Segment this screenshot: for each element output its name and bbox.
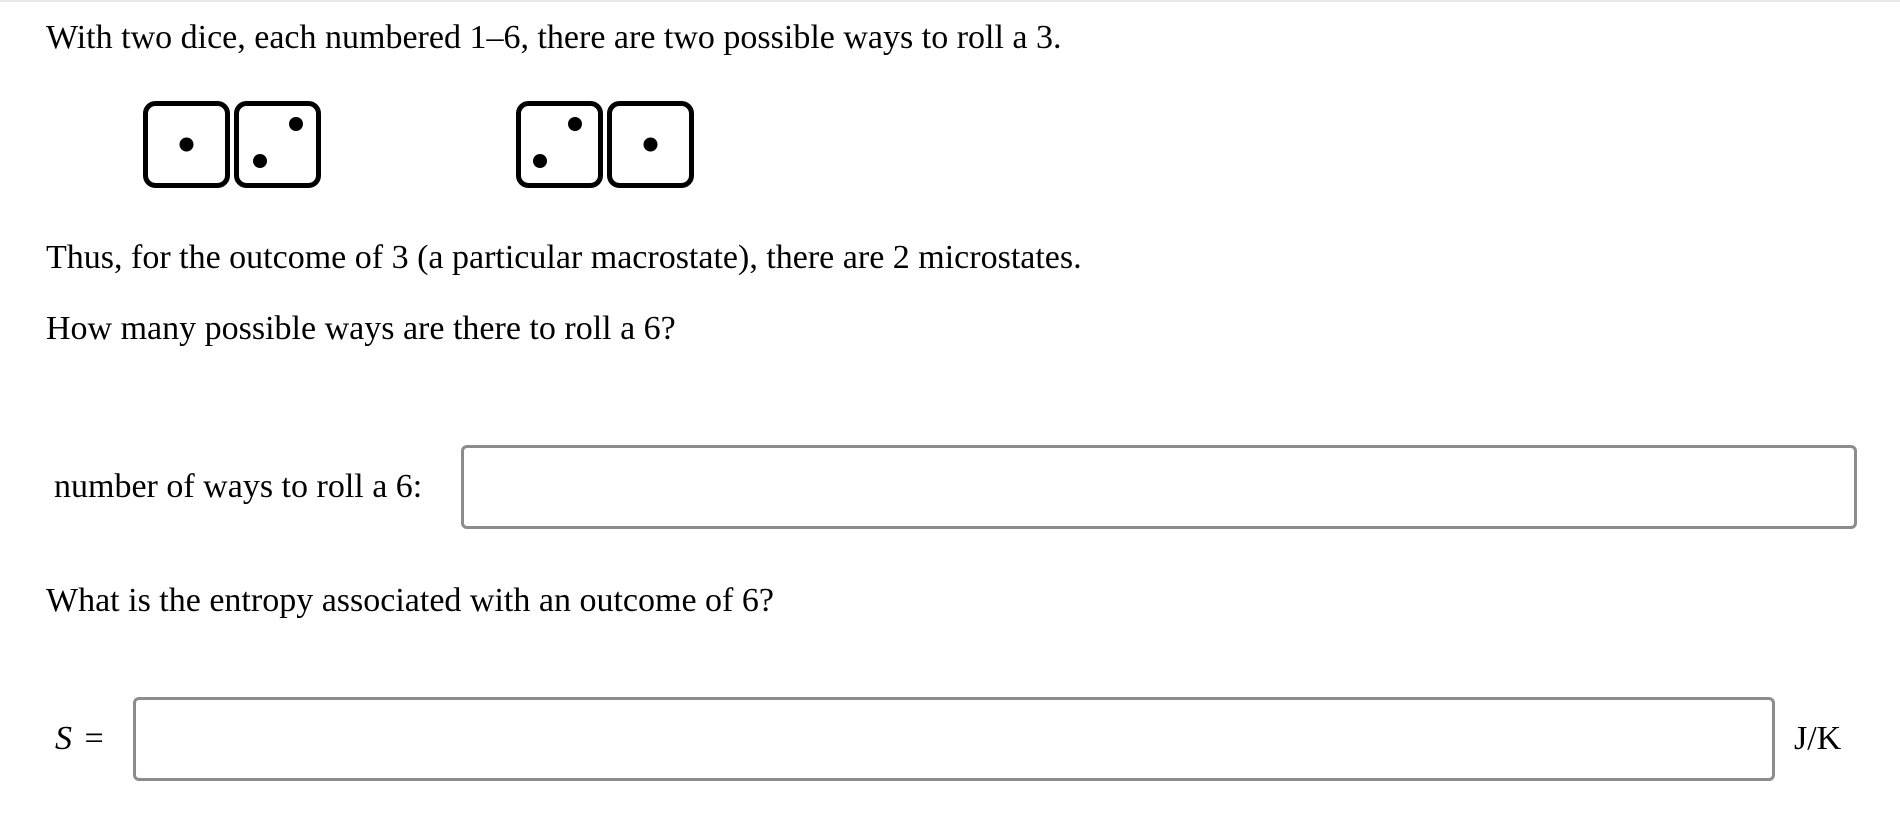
question-1-prompt: How many possible ways are there to roll a 6? — [46, 310, 676, 347]
question-2-prompt: What is the entropy associated with an outcome of 6? — [46, 582, 774, 619]
pip — [568, 117, 582, 131]
ways-input[interactable] — [461, 445, 1857, 529]
intro-line-1: With two dice, each numbered 1–6, there are two possible ways to roll a 3. — [46, 19, 1062, 56]
ways-field-label: number of ways to roll a 6: — [54, 468, 423, 505]
dice-pair-2-graphic — [516, 101, 694, 189]
pip — [253, 154, 267, 168]
pip — [289, 117, 303, 131]
die-two — [519, 104, 601, 186]
entropy-input[interactable] — [133, 697, 1775, 781]
entropy-symbol: S — [55, 720, 72, 757]
pip — [644, 138, 658, 152]
entropy-unit: J/K — [1794, 720, 1842, 757]
dice-pair-1 — [143, 101, 321, 189]
dice-pair-1-graphic — [143, 101, 321, 189]
die-two — [237, 104, 319, 186]
top-divider — [0, 0, 1900, 2]
pip — [533, 154, 547, 168]
dice-pair-2 — [516, 101, 694, 189]
pip — [180, 138, 194, 152]
entropy-field-label — [55, 719, 104, 759]
equals-sign: = — [84, 720, 104, 757]
intro-line-2: Thus, for the outcome of 3 (a particular macrostate), there are 2 microstates. — [46, 239, 1082, 276]
dice-illustration — [143, 101, 703, 191]
